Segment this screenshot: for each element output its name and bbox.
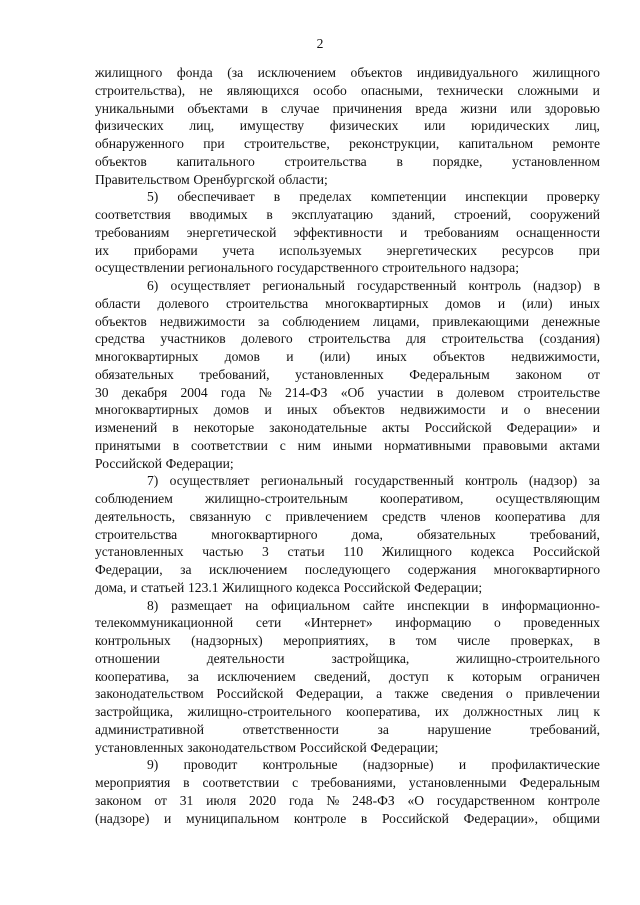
text-line: 5) обеспечивает в пределах компетенции инспекции проверку [147, 189, 600, 205]
text-line: кооператива, за исключением сведений, доступ к которым ограничен [95, 668, 600, 684]
text-line: уникальными объектами в случае причинения вреда жизни или здоровью [95, 100, 600, 116]
text-line: 6) осуществляет региональный государственный контроль (надзор) в [147, 278, 600, 293]
text-line: деятельность, связанную с привлечением средств членов кооператива для [95, 508, 600, 524]
text-line: застройщика, жилищно-строительного кооператива, их должностных лиц к [95, 704, 600, 719]
text-line: строительства многоквартирного дома, обязательных требований, [95, 526, 600, 542]
page-number: 2 [316, 36, 324, 51]
text-line: контрольных (надзорных) мероприятиях, в том числе проверках, в [95, 633, 600, 648]
text-line: законом от 31 июля 2020 года № 248-ФЗ «О государственном контроле [95, 792, 600, 808]
text-line: Федерации, за исключением последующего содержания многоквартирного [95, 562, 600, 577]
text-line: дома, и статьей 123.1 Жилищного кодекса Российской Федерации; [95, 579, 483, 595]
text-line: их приборами учета используемых энергетических ресурсов при [95, 242, 600, 258]
text-line: 9) проводит контрольные (надзорные) и профилактические [147, 757, 600, 773]
text-line: многоквартирных домов и (или) иных объектов недвижимости, [95, 349, 600, 364]
text-line: объектов капитального строительства в порядке, установленном [95, 153, 600, 169]
document-body [95, 64, 600, 827]
text-line: обязательных требований, установленных Федеральным законом от [95, 366, 600, 382]
text-line: соблюдением жилищно-строительным кооперативом, осуществляющим [95, 491, 600, 506]
text-line: установленных частью 3 статьи 110 Жилищного кодекса Российской [95, 544, 600, 560]
text-line: законодательством Российской Федерации, а также сведения о привлечении [95, 686, 600, 702]
text-line: отношении деятельности застройщика, жилищно-строительного [95, 650, 600, 666]
text-line: мероприятия в соответствии с требованиями, установленными Федеральным [95, 775, 600, 790]
text-line: административной ответственности за нарушение требований, [95, 721, 600, 737]
text-line: 8) размещает на официальном сайте инспекции в информационно- [147, 597, 600, 613]
text-line: средства участников долевого строительства для строительства (создания) [95, 331, 600, 347]
text-line: 30 декабря 2004 года № 214-ФЗ «Об участии в долевом строительстве [95, 384, 600, 400]
text-line: Правительством Оренбургской области; [95, 171, 328, 187]
text-line: многоквартирных домов и иных объектов недвижимости и о внесении [95, 402, 600, 418]
text-line: жилищного фонда (за исключением объектов индивидуального жилищного [95, 65, 600, 80]
text-line: Российской Федерации; [95, 455, 234, 471]
text-line: объектов недвижимости за соблюдением лицами, привлекающими денежные [95, 313, 600, 329]
text-line: соответствия вводимых в эксплуатацию зданий, строений, сооружений [95, 207, 600, 222]
text-line: телекоммуникационной сети «Интернет» информацию о проведенных [95, 615, 600, 631]
text-line: обнаруженного при строительстве, реконструкции, капитальном ремонте [95, 136, 600, 151]
text-line: 7) осуществляет региональный государственный контроль (надзор) за [147, 473, 600, 489]
text-line: изменений в некоторые законодательные акты Российской Федерации» и [95, 420, 600, 435]
text-line: области долевого строительства многоквартирных домов и (или) иных [95, 295, 600, 311]
text-line: принятыми в соответствии с ним иными нормативными правовыми актами [95, 437, 600, 453]
text-line: строительства), не являющихся особо опасными, технически сложными и [95, 82, 600, 98]
text-line: осуществлении регионального государственного строительного надзора; [95, 260, 519, 276]
text-line: установленных законодательством Российской Федерации; [95, 739, 439, 755]
text-line: требованиям энергетической эффективности и требованиям оснащенности [95, 224, 600, 240]
text-line: (надзоре) и муниципальном контроле в Российской Федерации», общими [95, 810, 600, 826]
text-line: физических лиц, имуществу физических или юридических лиц, [95, 118, 600, 134]
